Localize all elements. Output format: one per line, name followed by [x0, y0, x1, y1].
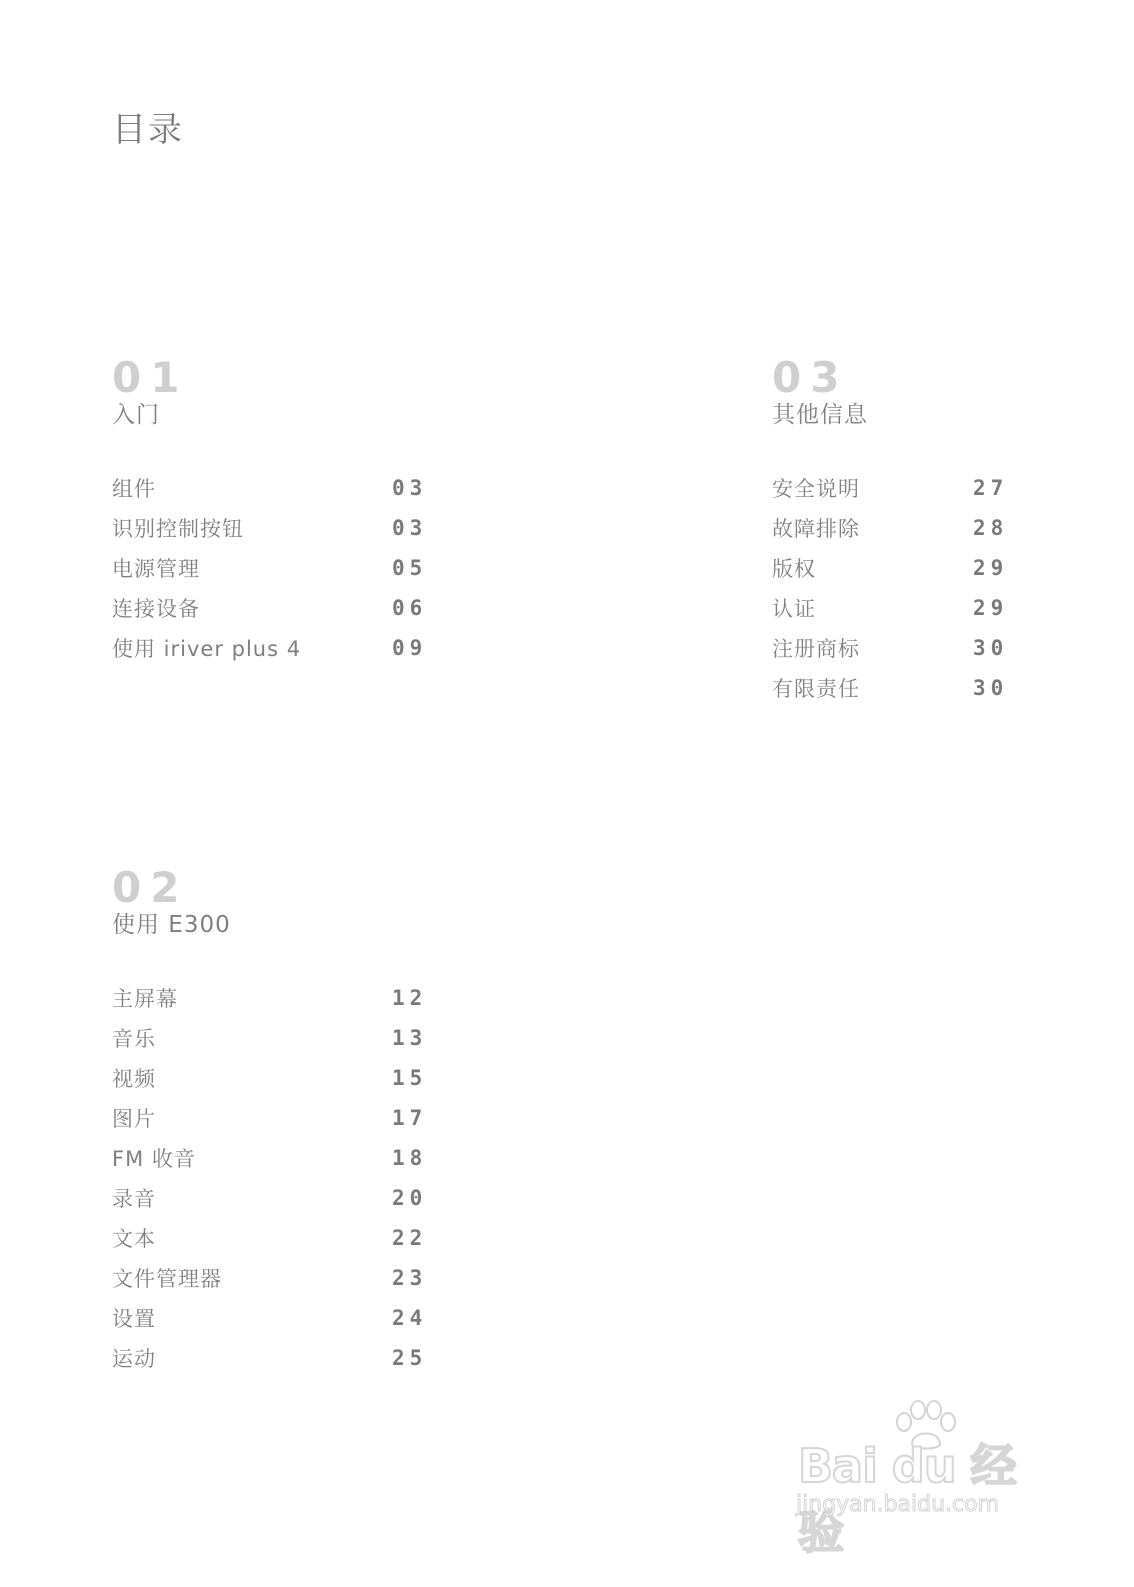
toc-entry[interactable]	[112, 1298, 427, 1338]
toc-entry-page: 15	[392, 1066, 428, 1090]
toc-entry-page: 24	[392, 1306, 428, 1330]
watermark-logo: Bai du 经验	[798, 1439, 1016, 1559]
toc-entry[interactable]	[772, 548, 1008, 588]
toc-entry[interactable]	[112, 468, 427, 508]
toc-entry-label: 文本	[112, 1227, 156, 1251]
toc-entry-label: 视频	[112, 1067, 156, 1091]
toc-entry-label: 音乐	[112, 1027, 156, 1051]
toc-entry-label: 版权	[772, 557, 816, 581]
toc-entry-page: 06	[392, 596, 428, 620]
toc-entry-label: 录音	[112, 1187, 156, 1211]
toc-entry[interactable]	[112, 508, 427, 548]
toc-entry-page: 22	[392, 1226, 428, 1250]
toc-entry-label: 识别控制按钮	[112, 517, 244, 541]
toc-entry-label: FM 收音	[112, 1147, 196, 1171]
page-title: 目录	[112, 110, 184, 150]
toc-entry-label: 运动	[112, 1347, 156, 1371]
toc-entry-page: 20	[392, 1186, 428, 1210]
toc-entry-label: 电源管理	[112, 557, 200, 581]
toc-list	[112, 978, 442, 1378]
toc-entry-label: 注册商标	[772, 637, 860, 661]
toc-entry-page: 09	[392, 636, 428, 660]
section-number: 02	[112, 863, 189, 912]
section-title: 入门	[112, 402, 160, 428]
section-title: 使用 E300	[112, 912, 231, 938]
toc-entry-page: 05	[392, 556, 428, 580]
toc-list	[772, 468, 1102, 708]
toc-entry[interactable]	[112, 548, 427, 588]
toc-entry-page: 12	[392, 986, 428, 1010]
toc-list	[112, 468, 442, 668]
toc-entry[interactable]	[112, 1338, 427, 1378]
toc-entry[interactable]	[772, 668, 1008, 708]
toc-entry[interactable]	[112, 1218, 427, 1258]
toc-entry[interactable]	[112, 1138, 427, 1178]
toc-entry-label: 有限责任	[772, 677, 860, 701]
toc-entry-label: 设置	[112, 1307, 156, 1331]
toc-entry-page: 29	[973, 596, 1009, 620]
toc-entry[interactable]	[112, 978, 427, 1018]
toc-entry-label: 图片	[112, 1107, 156, 1131]
toc-entry[interactable]	[112, 588, 427, 628]
toc-entry[interactable]	[772, 588, 1008, 628]
toc-entry-page: 30	[973, 636, 1009, 660]
toc-section-1	[112, 353, 442, 668]
toc-entry[interactable]	[772, 468, 1008, 508]
toc-entry-label: 认证	[772, 597, 816, 621]
toc-entry[interactable]	[112, 1018, 427, 1058]
toc-entry-label: 组件	[112, 477, 156, 501]
baidu-jingyan-watermark	[790, 1400, 1060, 1559]
toc-entry[interactable]	[112, 1258, 427, 1298]
toc-entry-label: 主屏幕	[112, 987, 178, 1011]
toc-entry-page: 13	[392, 1026, 428, 1050]
section-title: 其他信息	[772, 402, 868, 428]
toc-entry-page: 29	[973, 556, 1009, 580]
toc-section-3	[772, 353, 1102, 708]
section-number: 01	[112, 353, 189, 402]
toc-entry-label: 使用 iriver plus 4	[112, 637, 302, 661]
toc-entry[interactable]	[112, 1058, 427, 1098]
toc-entry-page: 03	[392, 476, 428, 500]
watermark-url: jingyan.baidu.com	[796, 1492, 1000, 1517]
toc-section-2	[112, 863, 442, 1378]
toc-entry[interactable]	[772, 628, 1008, 668]
toc-entry-page: 27	[973, 476, 1009, 500]
toc-entry-label: 安全说明	[772, 477, 860, 501]
toc-entry-label: 连接设备	[112, 597, 200, 621]
toc-entry-page: 30	[973, 676, 1009, 700]
toc-entry-page: 17	[392, 1106, 428, 1130]
toc-entry[interactable]	[112, 1098, 427, 1138]
toc-entry[interactable]	[112, 1178, 427, 1218]
toc-entry-page: 03	[392, 516, 428, 540]
toc-entry-label: 故障排除	[772, 517, 860, 541]
toc-entry-page: 23	[392, 1266, 428, 1290]
toc-entry[interactable]	[112, 628, 427, 668]
toc-entry-page: 18	[392, 1146, 428, 1170]
toc-entry-label: 文件管理器	[112, 1267, 222, 1291]
section-number: 03	[772, 353, 849, 402]
toc-entry-page: 28	[973, 516, 1009, 540]
toc-entry-page: 25	[392, 1346, 428, 1370]
toc-entry[interactable]	[772, 508, 1008, 548]
